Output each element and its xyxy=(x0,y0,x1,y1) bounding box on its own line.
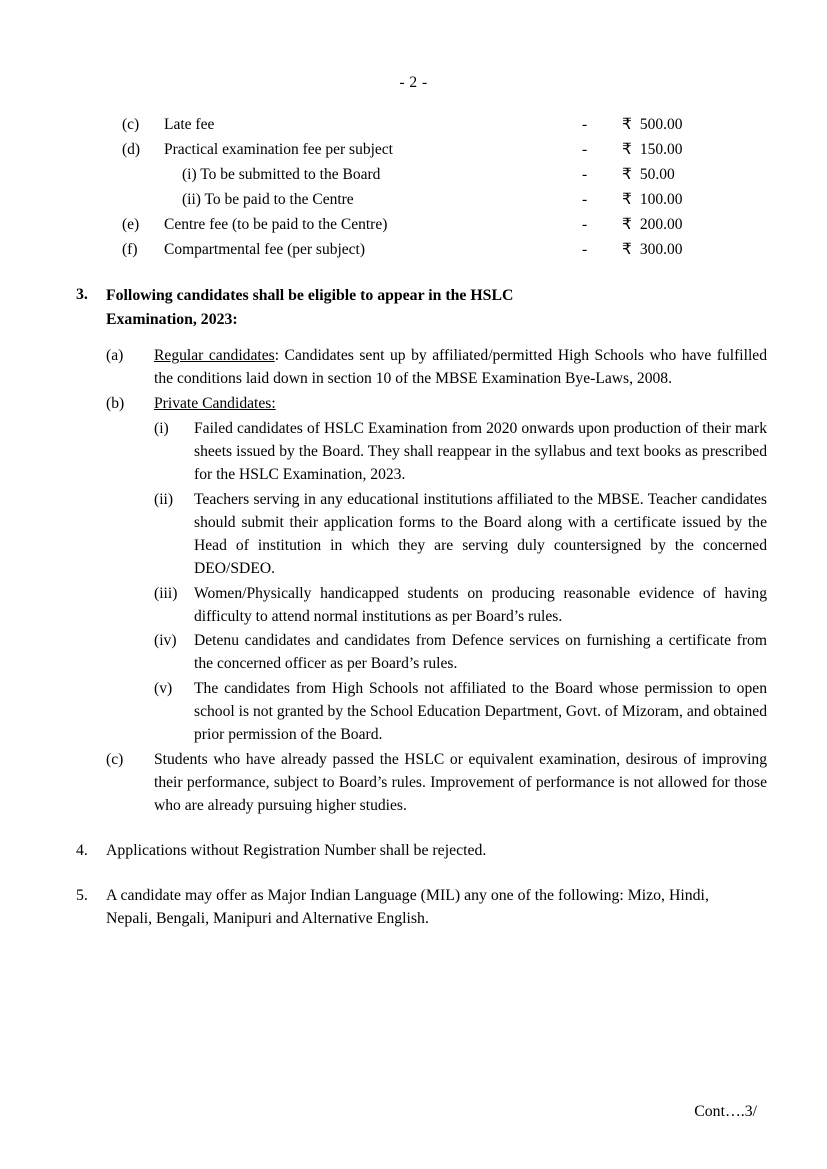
sub-item-a-marker: (a) xyxy=(106,347,124,365)
fee-amount xyxy=(622,137,722,162)
list-item xyxy=(154,418,767,487)
clause-3-title: Following candidates shall be eligible to appear in the HSLC Examination, 2023: xyxy=(106,287,514,328)
fee-description: Late fee xyxy=(164,115,215,133)
list-item xyxy=(154,583,767,629)
sub-item-a-text: : Candidates sent up by affiliated/permitted High Schools who have fulfilled the conditions laid down in section 10 of the MBSE Examination Bye-Laws, 2008. xyxy=(154,347,767,388)
roman-text: Failed candidates of HSLC Examination from 2020 onwards upon production of their mark sheets issued by the Board. They shall reappear in the syllabus and text books as prescribed for the HSLC Examination, 2023. xyxy=(194,420,767,483)
private-candidates-heading: Private Candidates: xyxy=(154,395,276,413)
fee-amount-value: 200.00 xyxy=(639,215,683,233)
fee-label: (c) xyxy=(122,115,140,133)
page-footer-continuation: Cont….3/ xyxy=(694,1103,757,1120)
clause-4 xyxy=(60,840,767,863)
fee-amount-value: 300.00 xyxy=(639,240,683,258)
clause-4-text: Applications without Registration Number shall be rejected. xyxy=(106,841,487,859)
fee-description: Practical examination fee per subject xyxy=(164,140,393,158)
fee-dash: - xyxy=(582,140,588,158)
fee-dash: - xyxy=(582,115,588,133)
rupee-icon: ₹ xyxy=(622,165,632,183)
fee-amount xyxy=(622,112,722,137)
rupee-icon: ₹ xyxy=(622,240,632,258)
fee-description: (ii) To be paid to the Centre xyxy=(182,190,354,208)
fee-amount-value: 100.00 xyxy=(639,190,683,208)
fee-amount xyxy=(622,212,722,237)
fee-description: Compartmental fee (per subject) xyxy=(164,240,365,258)
clause-3-number: 3. xyxy=(76,286,88,303)
table-row xyxy=(122,237,722,262)
roman-text: Teachers serving in any educational institutions affiliated to the MBSE. Teacher candidates should submit their application forms to the Board along with a certificate issued by the Head of institution in which they are serving duly countersigned by the concerned DEO/SDEO. xyxy=(194,490,767,577)
rupee-icon: ₹ xyxy=(622,190,632,208)
fee-dash: - xyxy=(582,165,588,183)
table-row xyxy=(122,212,722,237)
roman-marker: (i) xyxy=(154,420,169,438)
sub-item-c-text: Students who have already passed the HSLC or equivalent examination, desirous of improving their performance, subject to Board’s rules. Improvement of performance is not allowed for those who are already pursuing higher studies. xyxy=(154,751,767,814)
sub-item-b-marker: (b) xyxy=(106,395,125,413)
table-row xyxy=(122,112,722,137)
private-candidates-list xyxy=(154,418,767,747)
roman-text: Detenu candidates and candidates from Defence services on furnishing a certificate from the concerned officer as per Board’s rules. xyxy=(194,632,767,673)
clause-4-number: 4. xyxy=(76,841,88,859)
fee-label: (f) xyxy=(122,240,138,258)
fee-amount-value: 500.00 xyxy=(639,115,683,133)
table-row xyxy=(122,162,722,187)
fee-amount-value: 150.00 xyxy=(639,140,683,158)
fee-dash: - xyxy=(582,240,588,258)
fee-table xyxy=(122,112,722,262)
roman-marker: (ii) xyxy=(154,490,174,508)
table-row xyxy=(122,187,722,212)
roman-marker: (v) xyxy=(154,680,173,698)
clause-5 xyxy=(60,885,767,931)
sub-item-a xyxy=(106,345,767,391)
fee-label xyxy=(122,187,164,212)
sub-item-b xyxy=(106,393,767,416)
roman-text: Women/Physically handicapped students on producing reasonable evidence of having difficulty to attend normal institutions as per Board’s rules. xyxy=(194,584,767,625)
fee-amount xyxy=(622,162,722,187)
rupee-icon: ₹ xyxy=(622,215,632,233)
regular-candidates-heading: Regular candidates xyxy=(154,347,275,365)
list-item xyxy=(154,630,767,676)
list-item xyxy=(154,678,767,747)
fee-description: Centre fee (to be paid to the Centre) xyxy=(164,215,388,233)
fee-description: (i) To be submitted to the Board xyxy=(182,165,381,183)
clause-3 xyxy=(60,284,767,818)
fee-label xyxy=(122,162,164,187)
fee-amount-value: 50.00 xyxy=(639,165,675,183)
sub-item-c xyxy=(106,749,767,818)
clause-3-sub-list xyxy=(106,345,767,817)
roman-marker: (iv) xyxy=(154,632,177,650)
fee-label: (e) xyxy=(122,215,140,233)
sub-item-c-marker: (c) xyxy=(106,751,124,769)
rupee-icon: ₹ xyxy=(622,115,632,133)
fee-dash: - xyxy=(582,190,588,208)
fee-amount xyxy=(622,237,722,262)
page-number: - 2 - xyxy=(399,74,428,91)
fee-dash: - xyxy=(582,215,588,233)
fee-label: (d) xyxy=(122,140,141,158)
clause-5-number: 5. xyxy=(76,886,88,904)
roman-marker: (iii) xyxy=(154,584,178,602)
rupee-icon: ₹ xyxy=(622,140,632,158)
fee-amount xyxy=(622,187,722,212)
list-item xyxy=(154,489,767,581)
table-row xyxy=(122,137,722,162)
roman-text: The candidates from High Schools not affiliated to the Board whose permission to open school is not granted by the School Education Department, Govt. of Mizoram, and obtained prior permission of the Board. xyxy=(194,680,767,744)
clause-5-text: A candidate may offer as Major Indian Language (MIL) any one of the following: Mizo, Hindi, Nepali, Bengali, Manipuri and Alternative English. xyxy=(106,886,709,927)
